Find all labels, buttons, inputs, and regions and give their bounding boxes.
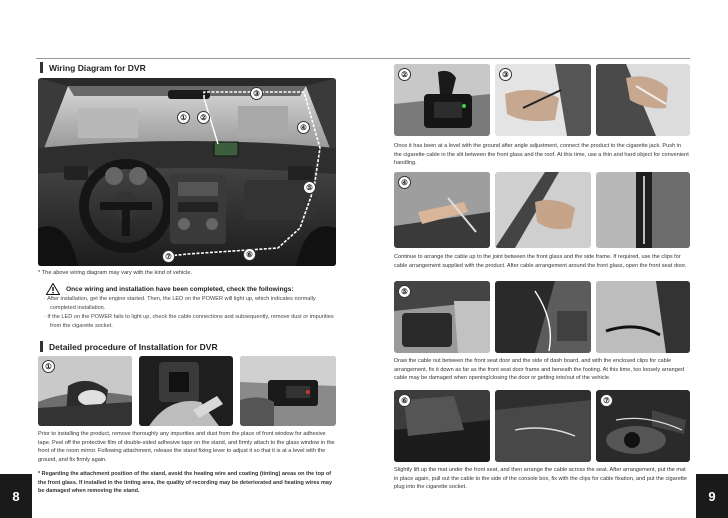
step4-photo-a: [394, 172, 490, 248]
diagram-marker-1: ①: [177, 111, 190, 124]
step1-photo-c: [240, 356, 336, 426]
step2-photo: [394, 64, 490, 136]
step7-marker: ⑦: [600, 394, 613, 407]
diagram-marker-5: ⑤: [303, 181, 316, 194]
wiring-diagram-heading: [40, 62, 146, 73]
wiring-diagram-photo: [38, 78, 336, 266]
step6-photo-a: [394, 390, 490, 462]
step1-text: Prior to installing the product, remove thoroughly any impurities and dust from the place of front window for adhesive tape. Peel off the protective film of double-sided adhesive tape on the stand, and firmly attach to the glass window in the front of the room mirror. Following attachment, release the stand fixing lever to adjust it so that it is at a level with the ground, and fix firmly again.: [38, 431, 335, 463]
page-number-tab: 9: [696, 474, 728, 518]
step4-photo-b: [495, 172, 591, 248]
step5-text: Draw the cable out between the front seat door and the side of dash board, and with the enclosed clips for cable arrangement, fix it down as far as the front seat door frame and beneath the footing. At this time, too loosely arranged cable may be damaged when opening/closing the door or getting into/out of the vehicle.: [394, 358, 685, 382]
step2-3-text: Once it has been at a level with the ground after angle adjustment, connect the product to the cigarette jack. Push in the cigarette cable in the slit between the front glass and the roof. At this time, use a thin and hard object for convenient handling.: [394, 143, 689, 167]
page-number-tab: 8: [0, 474, 32, 518]
step5-photo-b: [495, 281, 591, 353]
check-list: [42, 295, 336, 331]
check-item: · If the LED on the POWER fails to light up, check the cable connections and subsequently, remove dust or impurities from the cigarette socket.: [44, 313, 334, 329]
diagram-marker-6: ⑥: [243, 248, 256, 261]
diagram-note: * The above wiring diagram may vary with the kind of vehicle.: [38, 270, 193, 276]
diagram-marker-4: ④: [297, 121, 310, 134]
step6-7-text: Slightly lift up the mat under the front seat, and then arrange the cable across the seat. After arrangement, put the mat in place again, pull out the cable to the side of the console box, fix with the clips for cable fixation, and put the cigarette plug into the cigarette socket.: [394, 467, 687, 491]
step4-marker: ④: [398, 176, 411, 189]
check-item: · After installation, get the engine started. Then, the LED on the POWER will light up, which indicates normally completed installation.: [44, 296, 316, 311]
step6-photo-b: [495, 390, 591, 462]
wiring-diagram-title: Wiring Diagram for DVR: [49, 62, 146, 73]
step7-photo: [596, 390, 690, 462]
step2-marker: ②: [398, 68, 411, 81]
step4-photo-c: [596, 172, 690, 248]
check-title: Once wiring and installation have been completed, check the followings:: [66, 285, 294, 293]
step5-photo-a: [394, 281, 490, 353]
top-rule: [36, 58, 364, 59]
step1-photo-b: [139, 356, 233, 426]
step6-marker: ⑥: [398, 394, 411, 407]
right-page: [364, 0, 728, 518]
top-rule: [364, 58, 690, 59]
step3-marker: ③: [499, 68, 512, 81]
heading-bar: [40, 341, 43, 352]
heading-bar: [40, 62, 43, 73]
step3-photo-b: [596, 64, 690, 136]
check-heading: [46, 283, 294, 295]
step1-marker: ①: [42, 360, 55, 373]
step1-warning: * Regarding the attachment position of the stand, avoid the heating wire and coating (tinting) areas on the top of the front glass. If installed in the tinting area, the quality of recording may be deteriorated and heating wires may be damaged when removing the stand.: [38, 471, 333, 495]
step1-photo-a: [38, 356, 132, 426]
procedure-title: Detailed procedure of Installation for DVR: [49, 341, 218, 352]
step5-marker: ⑤: [398, 285, 411, 298]
diagram-marker-7: ⑦: [162, 250, 175, 263]
procedure-heading: [40, 341, 218, 352]
warning-icon: [46, 283, 60, 295]
step3-photo-a: [495, 64, 591, 136]
step4-text: Continue to arrange the cable up to the joint between the front glass and the side frame. If required, use the clips for cable arrangement supplied with the product. After cable arrangement around the front glass, open the front seat door.: [394, 254, 687, 269]
diagram-marker-2: ②: [197, 111, 210, 124]
step5-photo-c: [596, 281, 690, 353]
diagram-marker-3: ③: [250, 87, 263, 100]
